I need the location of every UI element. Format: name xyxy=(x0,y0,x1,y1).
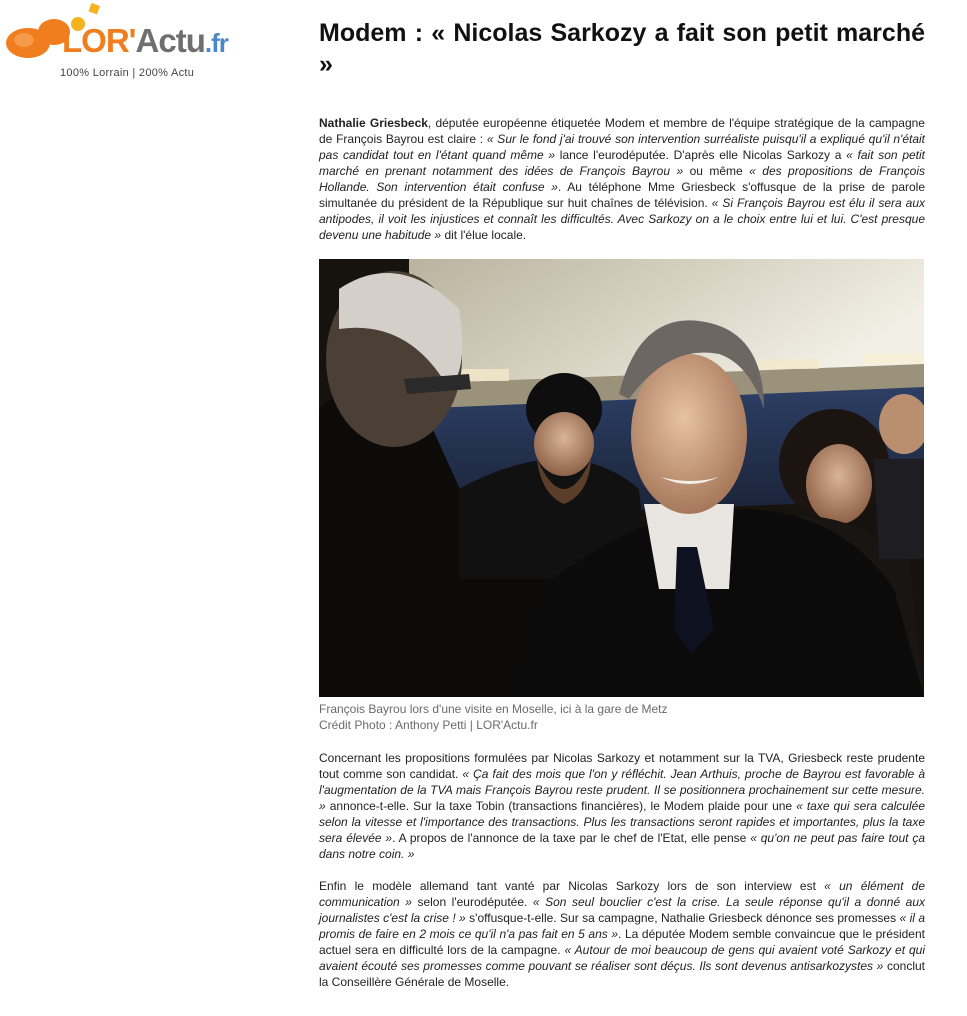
article-paragraph-1 xyxy=(319,115,925,243)
article-paragraph-3 xyxy=(319,878,925,990)
photo-caption xyxy=(319,701,925,733)
text-run: lance l'eurodéputée. D'après elle Nicolas Sarkozy a xyxy=(555,148,847,162)
text-run: . La députée Modem semble convaincue que le président actuel sera en difficulté lors de la campagne. xyxy=(319,927,925,957)
text-run: dit l'élue locale. xyxy=(441,228,527,242)
quote-run: « Sur le fond j'ai trouvé son intervention surréaliste puisqu'il a expliqué qu'il n'était pas candidat tout en l'étant quand même » xyxy=(319,132,926,162)
photo-caption-text: François Bayrou lors d'une visite en Moselle, ici à la gare de Metz xyxy=(319,702,668,716)
bold-run: Nathalie Griesbeck xyxy=(319,116,428,130)
photo-image xyxy=(319,259,924,697)
text-run: s'offusque-t-elle. Sur sa campagne, Nathalie Griesbeck dénonce ses promesses xyxy=(465,911,900,925)
site-logo[interactable] xyxy=(2,2,302,84)
quote-run: « il a promis de faire en 2 mois ce qu'il n'a pas fait en 5 ans » xyxy=(319,911,925,941)
text-run: conclut la Conseillère Générale de Moselle. xyxy=(319,959,925,989)
logo-brand-lor: LOR' xyxy=(62,22,136,59)
photo-credit: Crédit Photo : Anthony Petti | LOR'Actu.fr xyxy=(319,718,538,732)
logo-brand-actu: Actu xyxy=(135,22,205,59)
quote-run: « des propositions de François Hollande. Son intervention était confuse » xyxy=(319,164,925,194)
text-run: , députée européenne étiquetée Modem et membre de l'équipe stratégique de la campagne de François Bayrou est claire : xyxy=(319,116,925,146)
article-paragraph-2 xyxy=(319,750,925,862)
logo-brand-tld: .fr xyxy=(204,28,228,58)
article xyxy=(319,18,925,990)
quote-run: « qu'on ne peut pas faire tout ça dans notre coin. » xyxy=(319,831,926,861)
quote-run: « taxe qui sera calculée selon la vitesse et l'importance des transactions. Plus les transactions seront rapides et importantes, plus la taxe sera élevée » xyxy=(319,799,925,845)
article-title: Modem : « Nicolas Sarkozy a fait son petit marché » xyxy=(319,19,925,78)
text-run: selon l'eurodéputée. xyxy=(411,895,533,909)
logo-wordmark xyxy=(62,24,228,57)
text-run: Enfin le modèle allemand tant vanté par Nicolas Sarkozy lors de son interview est xyxy=(319,879,825,893)
text-run: . Au téléphone Mme Griesbeck s'offusque de la prise de parole simultanée du président de la République sur huit chaînes de télévision. xyxy=(319,180,925,210)
quote-run: « un élément de communication » xyxy=(319,879,926,909)
quote-run: « fait son petit marché en prenant notamment des idées de François Bayrou » xyxy=(319,148,925,178)
quote-run: « Ça fait des mois que l'on y réfléchit. Jean Arthuis, proche de Bayrou est favorable à l'augmentation de la TVA mais François Bayrou reste prudent. Il se positionnera prochainement sur cette mesure. » xyxy=(319,767,925,813)
quote-run: « Si François Bayrou est élu il sera aux antipodes, il voit les injustices et connaît les difficultés. Avec Sarkozy on a le choix entre lui et lui. C'est presque devenu une habitude » xyxy=(319,196,925,242)
text-run: Concernant les propositions formulées par Nicolas Sarkozy et notamment sur la TVA, Griesbeck reste prudente tout comme son candidat. xyxy=(319,751,925,781)
quote-run: « Autour de moi beaucoup de gens qui avaient voté Sarkozy et qui avaient écouté ses promesses comme pouvant se réaliser sont déçus. Ils sont devenus antisarkozystes » xyxy=(319,943,925,973)
text-run: . A propos de l'annonce de la taxe par le chef de l'Etat, elle pense xyxy=(392,831,751,845)
article-photo xyxy=(319,259,924,697)
text-run: annonce-t-elle. Sur la taxe Tobin (transactions financières), le Modem plaide pour une xyxy=(325,799,797,813)
text-run: ou même xyxy=(683,164,750,178)
logo-tagline: 100% Lorrain | 200% Actu xyxy=(60,67,195,79)
quote-run: « Son seul bouclier c'est la crise. La seule réponse qu'il a donné aux journalistes c'est la crise ! » xyxy=(319,895,925,925)
